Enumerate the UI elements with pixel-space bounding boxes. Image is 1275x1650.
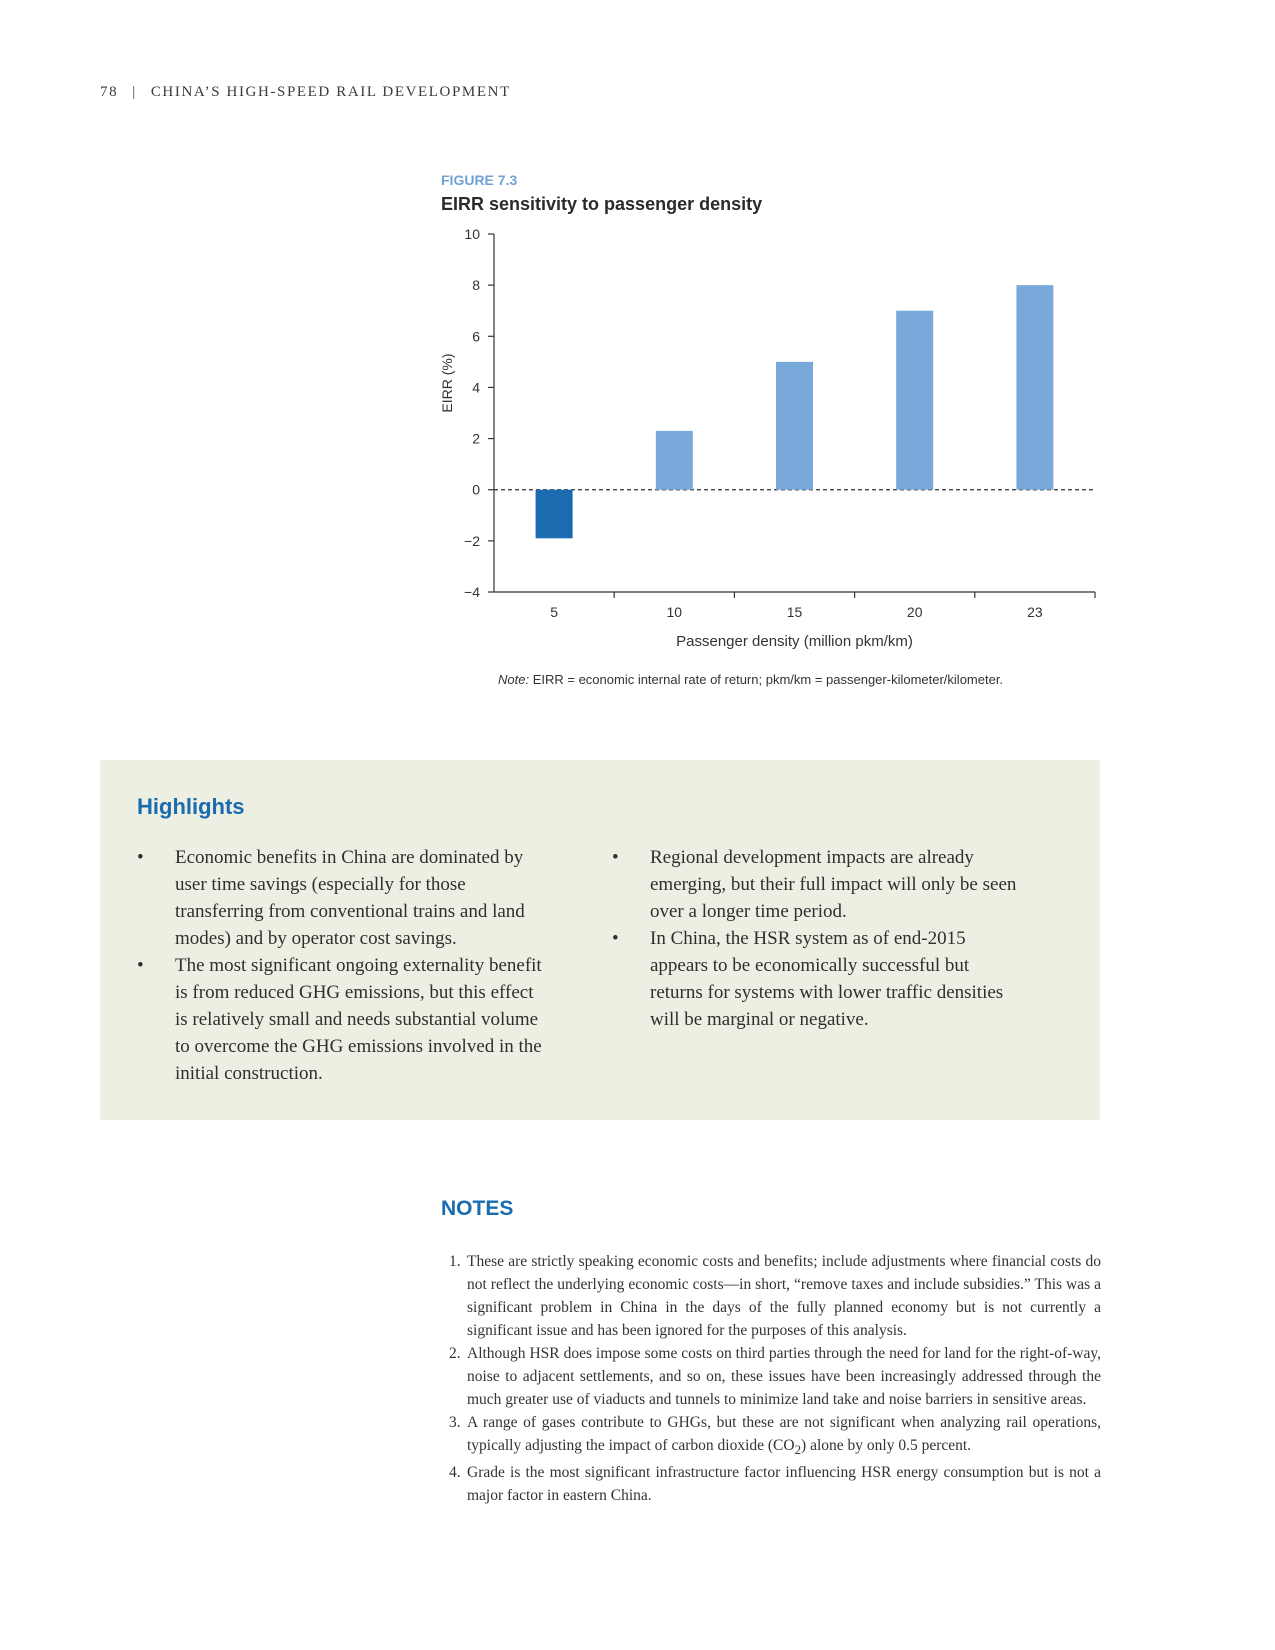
header-separator: | (132, 84, 137, 100)
highlight-text: Economic benefits in China are dominated by user time savings (especially for those transferring from conventional trains and land modes) and by operator cost savings. (175, 847, 525, 949)
bullet-icon: • (612, 928, 619, 949)
figure-title: EIRR sensitivity to passenger density (441, 194, 763, 214)
note-prefix: Note: (498, 672, 530, 687)
y-tick-label: −2 (464, 532, 480, 549)
figure-note (498, 672, 1003, 687)
note-number: 2. (449, 1345, 461, 1362)
highlight-item (137, 844, 547, 952)
y-tick-label: 6 (472, 328, 480, 345)
running-header (100, 84, 511, 101)
highlight-text: In China, the HSR system as of end-2015 appears to be economically successful but returns for systems with lower traffic densities will be marginal or negative. (650, 928, 1004, 1030)
x-tick-label: 10 (666, 604, 683, 620)
note-item-text: A range of gases contribute to GHGs, but these are not significant when analyzing rail operations, typically adjusting the impact of carbon dioxide (CO (467, 1414, 1101, 1454)
note-item (441, 1411, 1101, 1461)
highlights-left-column (137, 844, 547, 1087)
note-item-text: Grade is the most significant infrastructure factor influencing HSR energy consumption but is not a major factor in eastern China. (467, 1464, 1101, 1505)
note-item-text: These are strictly speaking economic costs and benefits; include adjustments where financial costs do not reflect the underlying economic costs—in short, “remove taxes and include subsidies.” This was a significant problem in China in the days of the fully planned economy but is not currently a significant issue and has been ignored for the purposes of this analysis. (467, 1253, 1101, 1339)
y-tick-label: 10 (464, 226, 480, 242)
figure-label: FIGURE 7.3 (441, 172, 518, 188)
note-item (441, 1342, 1101, 1411)
highlights-box (100, 760, 1100, 1120)
highlight-item (612, 844, 1022, 925)
bar (896, 311, 933, 490)
bullet-icon: • (137, 955, 144, 976)
eirr-bar-chart (430, 220, 1110, 660)
notes-heading: NOTES (441, 1197, 514, 1220)
x-tick-label: 20 (906, 604, 923, 620)
note-item (441, 1250, 1101, 1342)
bullet-icon: • (137, 847, 144, 868)
note-item-text: ) alone by only 0.5 percent. (801, 1437, 972, 1454)
bar (536, 490, 573, 539)
note-number: 1. (449, 1253, 461, 1270)
highlight-text: Regional development impacts are already emerging, but their full impact will only be seen over a longer time period. (650, 847, 1017, 922)
bar (776, 362, 813, 490)
notes-list (441, 1250, 1101, 1507)
note-number: 3. (449, 1414, 461, 1431)
y-tick-label: 4 (472, 379, 480, 396)
running-title: CHINA’S HIGH-SPEED RAIL DEVELOPMENT (150, 84, 511, 100)
highlight-item (137, 952, 547, 1087)
highlights-title: Highlights (137, 794, 245, 819)
x-tick-label: 5 (550, 604, 558, 620)
bar (1016, 285, 1053, 490)
page-number: 78 (100, 84, 119, 100)
note-number: 4. (449, 1464, 461, 1482)
highlight-text: The most significant ongoing externality benefit is from reduced GHG emissions, but this effect is relatively small and needs substantial volume to overcome the GHG emissions involved in the initial construction. (175, 955, 542, 1084)
x-tick-label: 23 (1027, 604, 1043, 620)
y-tick-label: 2 (472, 430, 480, 447)
y-tick-label: −4 (464, 584, 480, 600)
y-axis-label: EIRR (%) (439, 353, 455, 413)
y-tick-label: 8 (472, 277, 480, 294)
x-tick-label: 15 (786, 604, 803, 620)
highlights-right-column (612, 844, 1022, 1033)
bullet-icon: • (612, 847, 619, 868)
note-item (441, 1461, 1101, 1507)
highlight-item (612, 925, 1022, 1033)
y-tick-label: 0 (472, 481, 480, 498)
note-subscript: 2 (794, 1442, 802, 1458)
note-text: EIRR = economic internal rate of return; pkm/km = passenger-kilometer/kilometer. (529, 672, 1004, 687)
bar (656, 431, 693, 490)
note-item-text: Although HSR does impose some costs on third parties through the need for land for the right-of-way, noise to adjacent settlements, and so on, these issues have been increasingly addressed through the much greater use of viaducts and tunnels to minimize land take and noise barriers in sensitive areas. (467, 1345, 1101, 1408)
x-axis-label: Passenger density (million pkm/km) (676, 633, 913, 650)
